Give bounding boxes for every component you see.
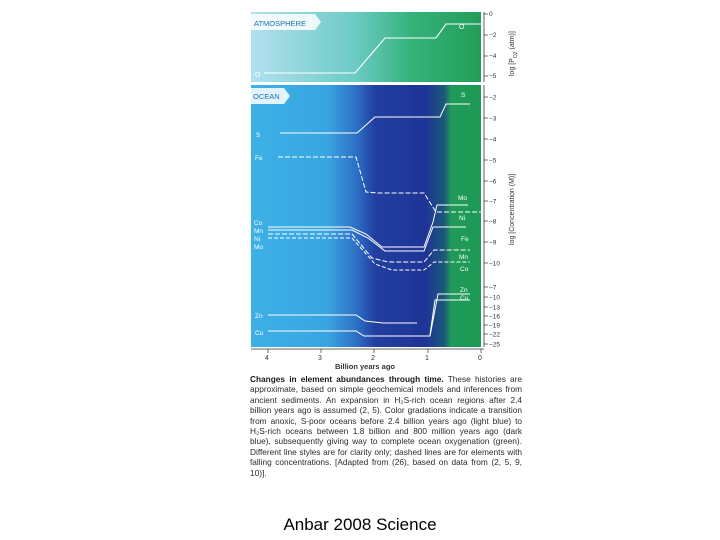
ocean-tick-label: −13 <box>489 304 501 312</box>
atm-tick-2: −4 <box>489 53 497 60</box>
ocean-tick-label: −6 <box>489 178 497 186</box>
left-label-mo: Mo <box>254 244 264 251</box>
left-label-zn: Zn <box>255 313 263 320</box>
atm-tick-0: 0 <box>489 11 493 18</box>
right-label-mn: Mn <box>459 254 469 261</box>
caption-title: Changes in element abundances through time. <box>250 374 444 384</box>
x-tick-0: 0 <box>478 355 482 362</box>
o2-left-label: O <box>255 72 261 79</box>
ocean-tick-label: −3 <box>489 115 497 123</box>
ocean-tick-label: −4 <box>489 136 497 144</box>
left-label-ni: Ni <box>254 236 261 243</box>
slide-footer-text: Anbar 2008 Science <box>283 515 437 534</box>
ocean-tick-label: −8 <box>489 218 497 226</box>
ocean-tick-label: −9 <box>489 239 497 247</box>
left-label-s: S <box>256 132 261 139</box>
ocean-background <box>251 85 481 347</box>
atm-tick-1: −2 <box>489 32 497 39</box>
ocean-tick-label: −7 <box>489 284 497 292</box>
atmosphere-label: ATMOSPHERE <box>254 19 306 28</box>
right-label-zn: Zn <box>460 287 468 294</box>
figure-caption <box>250 374 522 478</box>
x-axis-title: Billion years ago <box>335 362 396 371</box>
ocean-label: OCEAN <box>253 92 280 101</box>
x-tick-3: 3 <box>318 355 322 362</box>
ocean-tick-label: −25 <box>489 341 501 349</box>
ocean-axis-ticks <box>484 94 500 348</box>
x-tick-2: 2 <box>371 355 375 362</box>
left-label-cu: Cu <box>255 330 264 337</box>
right-label-fe: Fe <box>461 236 469 243</box>
ocean-tick-label: −7 <box>489 198 497 206</box>
atmosphere-panel <box>251 11 519 82</box>
left-label-mn: Mn <box>254 228 264 235</box>
right-label-s: S <box>461 92 466 99</box>
caption-body: These histories are approximate, based on simple geochemical models and inferences from ancient sediments. An expansion in H₂S-rich ocean regions after 2.4 billion years ago is assumed (2, 5). Color gradations indicate a transition from anoxic, S-poor oceans before 2.4 billion years ago (light blue) to H₂S-rich oceans between 1.8 billion and 800 million years ago (dark blue), subsequently giving way to complete ocean oxygenation (green). Different line styles are for clarity only; dashed lines are for elements with falling concentrations. [Adapted from (26), based on data from (2, 5, 9, 10)]. <box>250 374 522 478</box>
right-label-co: Co <box>460 266 469 273</box>
x-axis <box>251 349 484 371</box>
left-label-co: Co <box>254 220 263 227</box>
ocean-tick-label: −5 <box>489 157 497 165</box>
ocean-tick-label: −10 <box>489 294 501 302</box>
ocean-tick-label: −10 <box>489 260 501 268</box>
right-label-mo: Mo <box>458 195 468 202</box>
x-tick-4: 4 <box>265 355 269 362</box>
ocean-panel <box>251 85 516 348</box>
atm-tick-3: −5 <box>489 73 497 80</box>
ocean-tick-label: −19 <box>489 322 501 330</box>
right-label-ni: Ni <box>459 215 466 222</box>
x-tick-1: 1 <box>425 355 429 362</box>
ocean-tick-label: −16 <box>489 313 501 321</box>
atm-axis-title: $\log [P_{O2}$ (atm)] <box>509 31 519 76</box>
o2-right-label: O <box>459 24 465 31</box>
ocean-axis-title: log [Concentration (M)] <box>509 173 516 245</box>
left-label-fe: Fe <box>255 155 263 162</box>
ocean-tick-label: −2 <box>489 94 497 102</box>
ocean-tick-label: −22 <box>489 331 501 339</box>
right-label-cu: Cu <box>460 295 469 302</box>
